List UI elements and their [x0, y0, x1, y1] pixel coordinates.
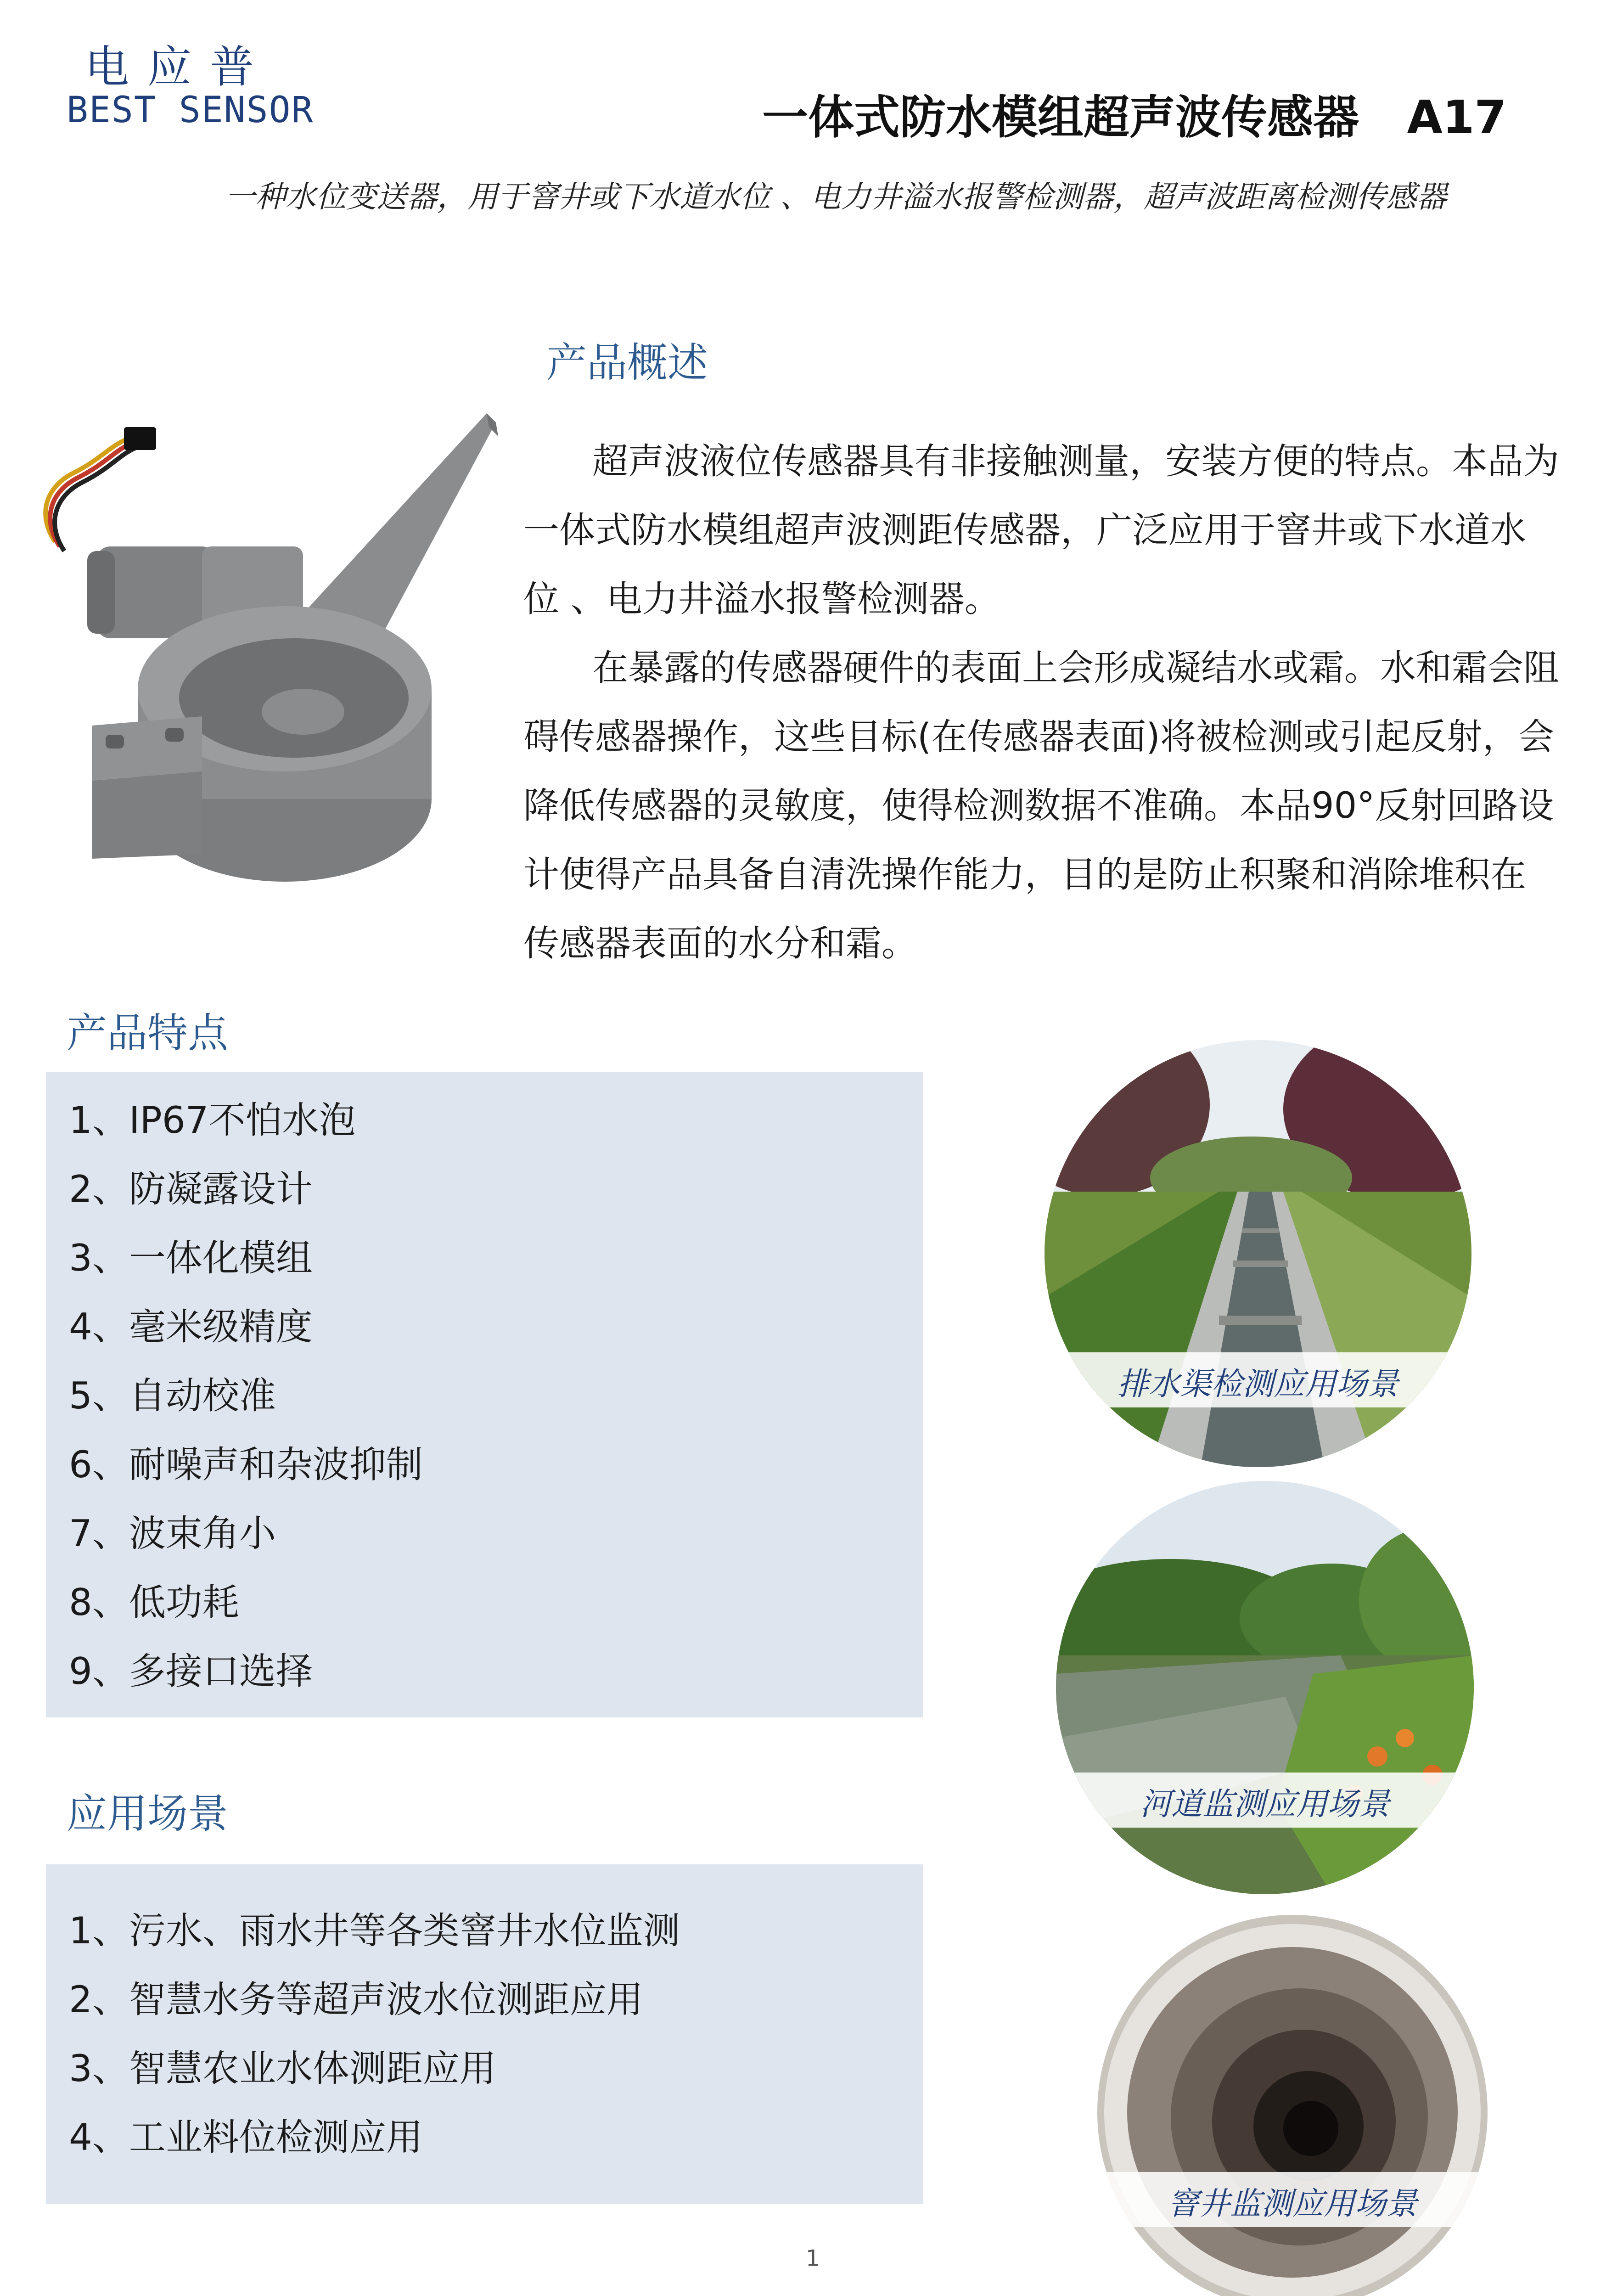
features-heading: 产品特点 — [67, 1009, 229, 1057]
application-item: 2、智慧水务等超声波水位测距应用 — [69, 1978, 643, 2021]
application-item: 4、工业料位检测应用 — [69, 2116, 423, 2159]
feature-item: 4、毫米级精度 — [69, 1306, 313, 1348]
application-item: 3、智慧农业水体测距应用 — [69, 2047, 496, 2090]
manhole-scene-illustration — [1097, 1915, 1488, 2296]
feature-item: 7、波束角小 — [69, 1512, 276, 1555]
overview-heading: 产品概述 — [546, 339, 708, 386]
manhole-caption: 窨井监测应用场景 — [1167, 2186, 1417, 2222]
overview-paragraph-1 — [523, 427, 1561, 634]
manhole-scene-photo — [1097, 1915, 1488, 2296]
feature-item: 8、低功耗 — [69, 1581, 239, 1624]
feature-item: 3、一体化模组 — [69, 1237, 313, 1279]
overview-paragraph-2-text: 在暴露的传感器硬件的表面上会形成凝结水或霜。水和霜会阻碍传感器操作，这些目标(在传感器表面)将被检测或引起反射，会降低传感器的灵敏度，使得检测数据不准确。本品90°反射回路设计使得产品具备自清洗操作能力，目的是防止积聚和消除堆积在传感器表面的水分和霜。 — [523, 647, 1560, 964]
application-item: 1、污水、雨水井等各类窨井水位监测 — [69, 1909, 680, 1952]
overview-paragraph-1-text: 超声波液位传感器具有非接触测量，安装方便的特点。本品为一体式防水模组超声波测距传感器，广泛应用于窨井或下水道水位 、电力井溢水报警检测器。 — [523, 441, 1560, 620]
overview-paragraph-2 — [523, 634, 1561, 978]
feature-item: 1、IP67不怕水泡 — [69, 1099, 356, 1142]
page-number: 1 — [806, 2245, 820, 2271]
brand-name-en: BEST SENSOR — [67, 90, 314, 131]
features-list — [46, 1072, 923, 1717]
feature-item: 2、防凝露设计 — [69, 1168, 313, 1210]
river-caption: 河道监测应用场景 — [1140, 1786, 1390, 1823]
river-scene-illustration — [1056, 1481, 1474, 1894]
feature-item: 5、自动校准 — [69, 1374, 276, 1417]
applications-list — [46, 1864, 923, 2204]
applications-heading: 应用场景 — [67, 1790, 229, 1837]
feature-item: 9、多接口选择 — [69, 1650, 313, 1693]
product-photo — [28, 395, 514, 937]
brand-name-cn: 电应普 — [85, 41, 272, 93]
river-scene-photo — [1056, 1481, 1474, 1894]
document-subtitle: 一种水位变送器，用于窨井或下水道水位 、电力井溢水报警检测器，超声波距离检测传感器 — [225, 179, 1447, 214]
drainage-caption: 排水渠检测应用场景 — [1117, 1366, 1398, 1402]
drainage-scene-photo — [1045, 1040, 1471, 1467]
document-title: 一体式防水模组超声波传感器 A17 — [762, 90, 1506, 144]
feature-item: 6、耐噪声和杂波抑制 — [69, 1443, 423, 1486]
